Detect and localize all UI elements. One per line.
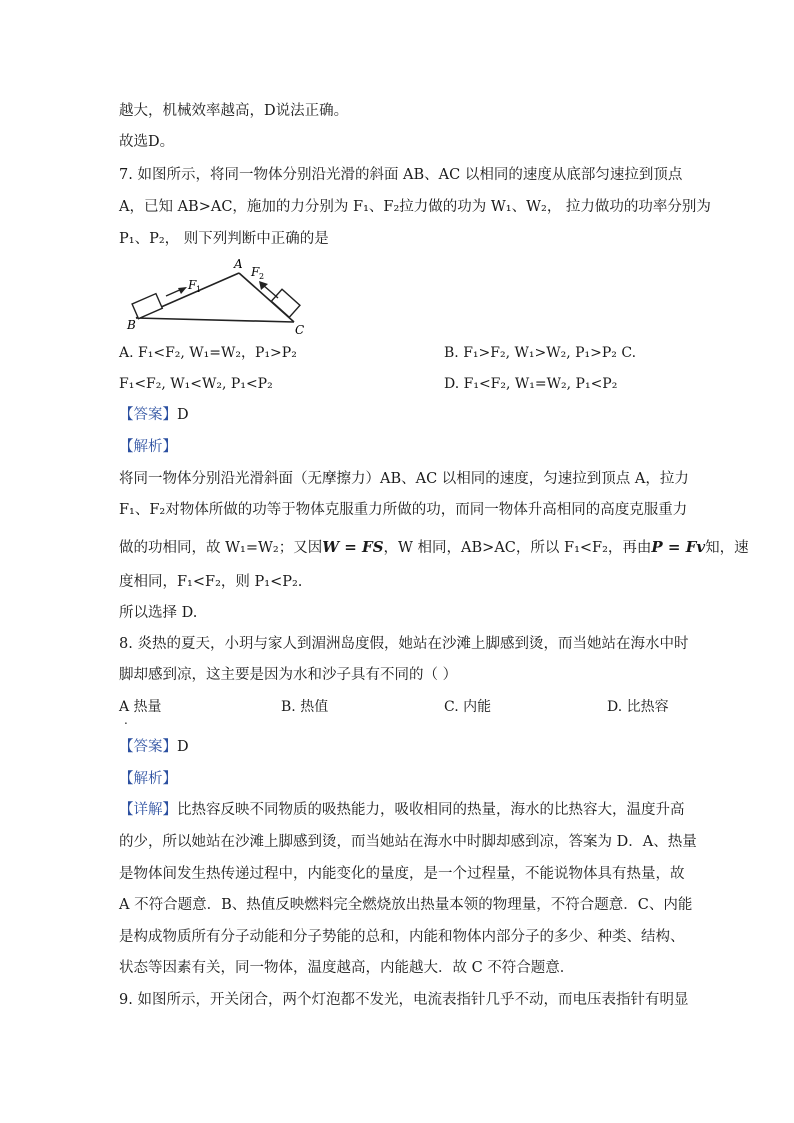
- f1-arrow-head: [178, 287, 187, 294]
- block-on-ab: [132, 294, 162, 319]
- incline-diagram: [123, 258, 313, 336]
- analysis-tag: 【解析】: [119, 439, 177, 455]
- formula-work: W = FS: [322, 538, 384, 556]
- option-d[interactable]: D. F₁<F₂, W₁=W₂, P₁<P₂: [444, 376, 618, 392]
- analysis-7-line: [119, 537, 749, 558]
- label-f1-sub: 1: [196, 285, 202, 294]
- analysis-8-line: 状态等因素有关，同一物体，温度越高，内能越大．故 C 不符合题意．: [119, 960, 575, 976]
- text-segment: 知，速: [705, 540, 749, 556]
- question-8-stem: 脚却感到凉，这主要是因为水和沙子具有不同的（ ）: [119, 667, 458, 683]
- answer-8: [119, 737, 189, 757]
- analysis-7-line: F₁、F₂对物体所做的功等于物体克服重力所做的功，而同一物体升高相同的高度克服重力: [119, 502, 688, 518]
- label-f2: F: [251, 265, 260, 279]
- option-b[interactable]: B. F₁>F₂, W₁>W₂, P₁>P₂ C.: [444, 345, 637, 361]
- answer-tag: 【答案】: [119, 739, 177, 755]
- option-c[interactable]: F₁<F₂, W₁<W₂, P₁<P₂: [119, 376, 273, 392]
- answer-tag: 【答案】: [119, 407, 177, 423]
- option-d[interactable]: D. 比热容: [607, 699, 669, 715]
- analysis-tag: 【解析】: [119, 771, 177, 787]
- analysis-7-line: 将同一物体分别沿光滑斜面（无摩擦力）AB、AC 以相同的速度，匀速拉到顶点 A，拉力: [119, 471, 689, 487]
- formula-power: P = Fv: [651, 538, 706, 556]
- question-7-stem: P₁、P₂， 则下列判断中正确的是: [119, 231, 329, 247]
- text-segment: ，W 相同，AB>AC，所以 F₁<F₂，再由: [383, 540, 652, 556]
- block-on-ac: [271, 289, 300, 317]
- analysis-7-line: 度相同，F₁<F₂，则 P₁<P₂.: [119, 574, 303, 590]
- text-line: 越大，机械效率越高，D说法正确。: [119, 103, 349, 119]
- option-c[interactable]: C. 内能: [444, 699, 492, 715]
- analysis-7-line: 所以选择 D.: [119, 605, 198, 621]
- option-b[interactable]: B. 热值: [281, 699, 329, 715]
- detail-tag: 【详解】: [119, 802, 177, 818]
- analysis-8-line: 是物体间发生热传递过程中，内能变化的量度，是一个过程量，不能说物体具有热量，故: [119, 866, 685, 882]
- label-c: C: [295, 323, 305, 336]
- analysis-8-line: 的少，所以她站在沙滩上脚感到烫，而当她站在海水中时脚却感到凉，答案为 D．A、热量: [119, 834, 697, 850]
- option-dot: .: [124, 713, 128, 727]
- question-9-stem: 9. 如图所示，开关闭合，两个灯泡都不发光，电流表指针几乎不动，而电压表指针有明显: [119, 992, 689, 1008]
- analysis-8-line: A 不符合题意．B、热值反映燃料完全燃烧放出热量本领的物理量，不符合题意．C、内能: [119, 897, 693, 913]
- analysis-7-tag: [119, 437, 177, 457]
- analysis-8-line: 是构成物质所有分子动能和分子势能的总和，内能和物体内部分子的多少、种类、结构、: [119, 929, 685, 945]
- label-b: B: [127, 318, 136, 332]
- text-line: 故选D。: [119, 134, 175, 150]
- option-a[interactable]: A. F₁<F₂, W₁=W₂，P₁>P₂: [119, 345, 297, 361]
- label-a: A: [234, 258, 243, 271]
- label-f2-sub: 2: [259, 272, 265, 281]
- question-7-stem: 7. 如图所示，将同一物体分别沿光滑的斜面 AB、AC 以相同的速度从底部匀速拉到顶点: [119, 167, 683, 183]
- label-f1: F: [188, 278, 197, 292]
- text-segment: 做的功相同，故 W₁=W₂；又因: [119, 540, 323, 556]
- answer-value: D: [177, 739, 189, 755]
- analysis-8-line: [119, 800, 685, 820]
- base-bc: [136, 318, 294, 322]
- answer-value: D: [177, 407, 189, 423]
- answer-7: [119, 405, 189, 425]
- analysis-8-tag: [119, 769, 177, 789]
- option-a[interactable]: A 热量: [119, 699, 162, 715]
- text-segment: 比热容反映不同物质的吸热能力，吸收相同的热量，海水的比热容大，温度升高: [177, 802, 685, 818]
- question-8-stem: 8. 炎热的夏天，小玥与家人到湄洲岛度假，她站在沙滩上脚感到烫，而当她站在海水中时: [119, 636, 689, 652]
- question-7-stem: A，已知 AB>AC，施加的力分别为 F₁、F₂拉力做的功为 W₁、W₂， 拉力做功的功率分别为: [119, 199, 711, 215]
